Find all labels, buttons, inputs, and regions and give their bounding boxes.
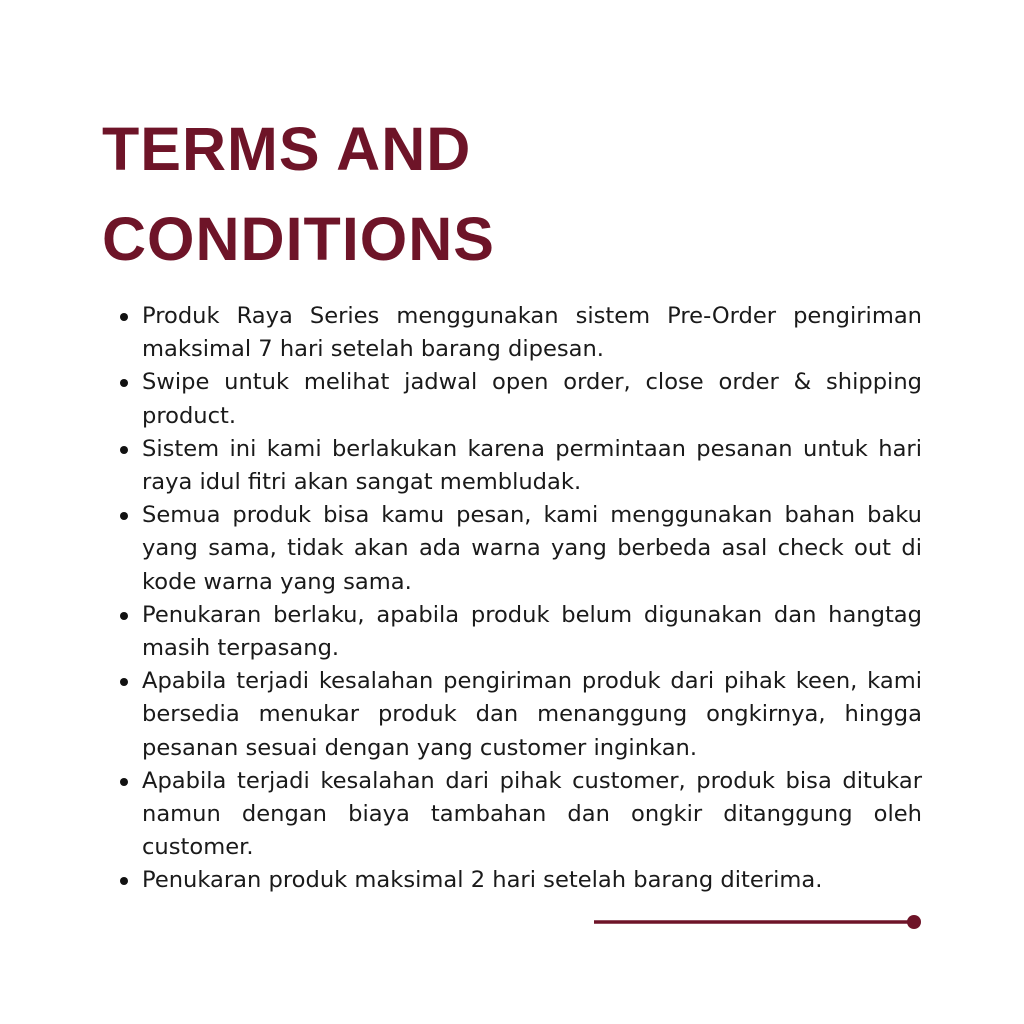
term-text: Penukaran produk maksimal 2 hari setelah barang diterima. [142, 867, 823, 894]
title-line-1: TERMS AND [102, 115, 472, 183]
divider-end-dot-icon [907, 915, 921, 929]
list-item [142, 433, 922, 499]
bullet-dot-icon [120, 612, 128, 620]
terms-list [142, 300, 922, 898]
term-text: Apabila terjadi kesalahan pengiriman produk dari pihak keen, kami bersedia menukar produk dan menanggung ongkirnya, hingga pesanan sesuai dengan yang customer inginkan. [142, 668, 922, 761]
bullet-dot-icon [120, 512, 128, 520]
page-title [102, 104, 802, 284]
list-item [142, 499, 922, 599]
term-text: Produk Raya Series menggunakan sistem Pre-Order pengiriman maksimal 7 hari setelah barang dipesan. [142, 303, 922, 363]
list-item [142, 366, 922, 432]
bullet-dot-icon [120, 379, 128, 387]
term-text: Apabila terjadi kesalahan dari pihak customer, produk bisa ditukar namun dengan biaya tambahan dan ongkir ditanggung oleh customer. [142, 767, 922, 861]
term-text: Semua produk bisa kamu pesan, kami menggunakan bahan baku yang sama, tidak akan ada warna yang berbeda asal check out di kode warna yang sama. [142, 502, 922, 595]
bullet-dot-icon [120, 877, 128, 885]
list-item [142, 665, 922, 765]
bullet-dot-icon [120, 778, 128, 786]
list-item [142, 864, 922, 897]
title-line-2: CONDITIONS [102, 205, 495, 273]
term-text: Sistem ini kami berlakukan karena permintaan pesanan untuk hari raya idul fitri akan sangat membludak. [142, 435, 922, 496]
list-item [142, 765, 922, 865]
bullet-dot-icon [120, 313, 128, 321]
bullet-dot-icon [120, 678, 128, 686]
term-text: Penukaran berlaku, apabila produk belum digunakan dan hangtag masih terpasang. [142, 601, 922, 662]
term-text: Swipe untuk melihat jadwal open order, close order & shipping product. [142, 369, 922, 429]
decorative-divider-line [594, 912, 924, 932]
list-item [142, 300, 922, 366]
list-item [142, 599, 922, 665]
bullet-dot-icon [120, 446, 128, 454]
